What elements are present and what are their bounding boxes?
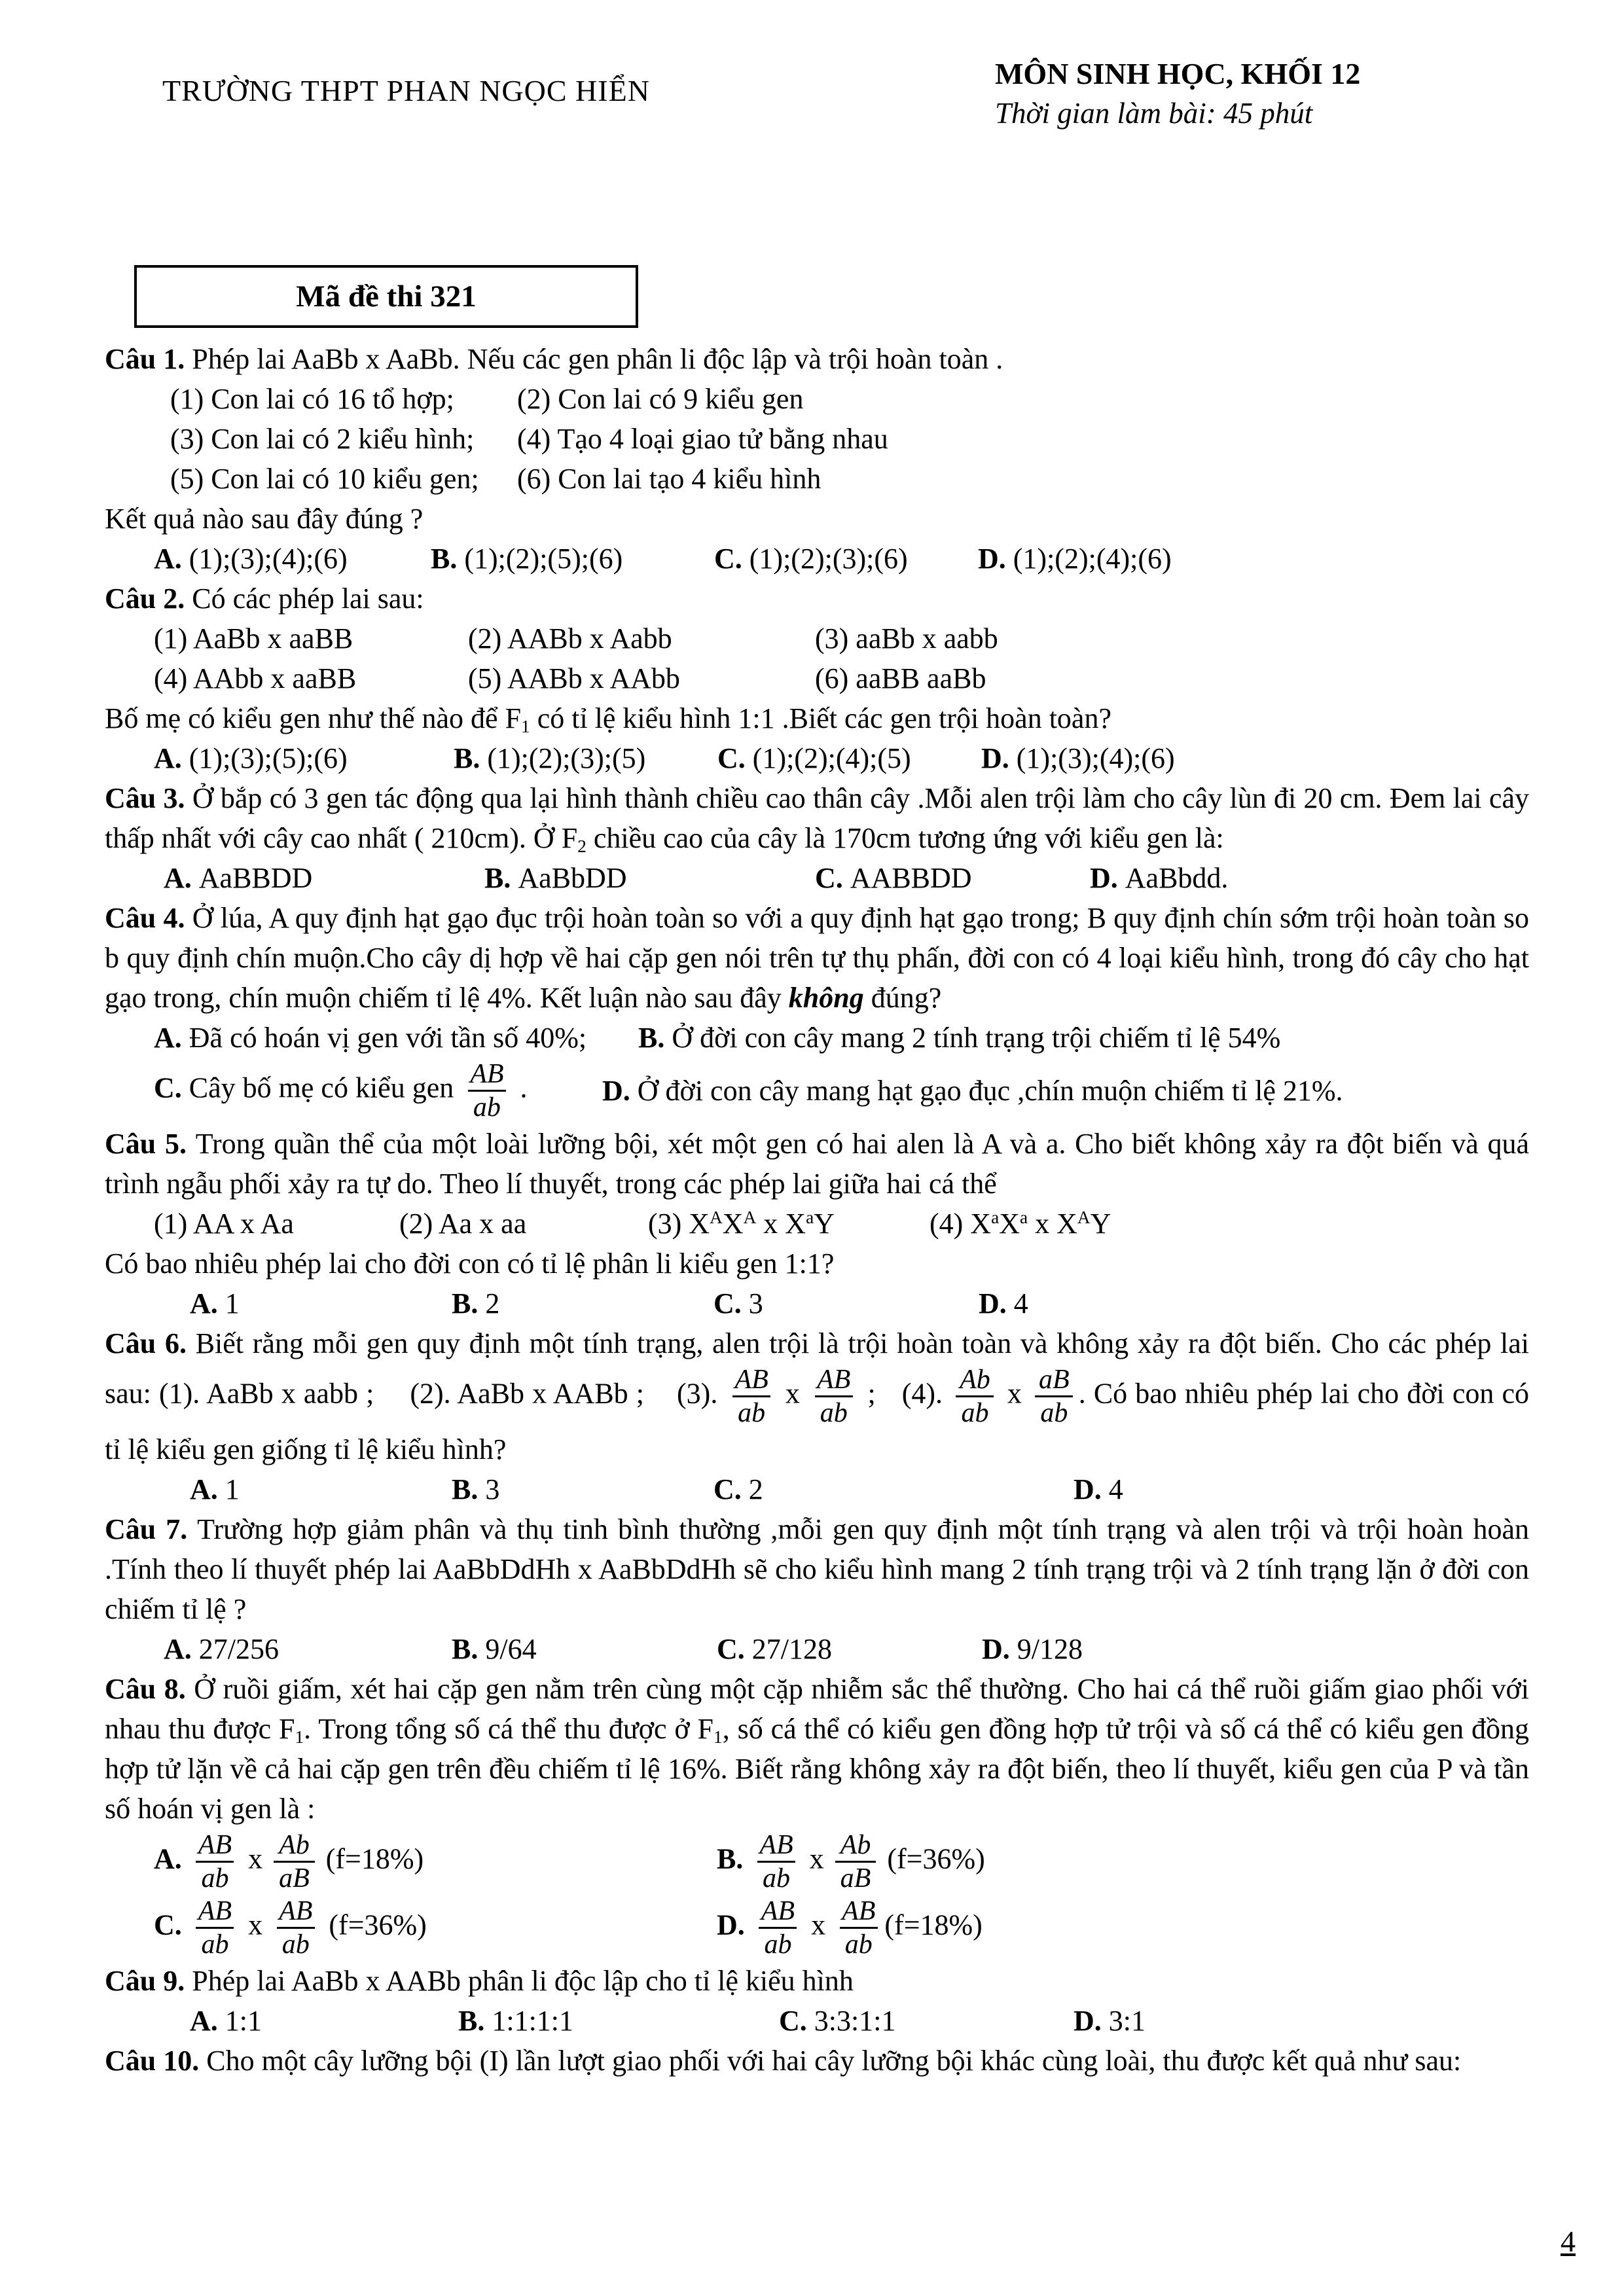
text-run: C.: [717, 1633, 752, 1665]
option-cell: [154, 738, 454, 778]
fraction-numerator: AB: [817, 1365, 851, 1395]
option-cell: [1074, 1469, 1529, 1509]
option-cell: [978, 539, 1529, 579]
text-run: 1: [295, 1727, 304, 1747]
text-run: A.: [190, 1287, 225, 1319]
text-run: D.: [1074, 1473, 1109, 1505]
text-run: . Có bao nhiêu phép lai cho đời con có tỉ lệ kiểu gen giống tỉ lệ kiểu hình?: [105, 1377, 1530, 1465]
question-4-choices-row-1: [105, 1018, 1529, 1058]
text-run: B.: [431, 543, 465, 575]
text-run: Trong quần thể của một loài lưỡng bội, xét một gen có hai alen là A và a. Cho biết không xảy ra đột biến và quá trình ngẫu phối xảy ra tự do. Theo lí thuyết, trong các phép lai giữa hai cá thể: [105, 1128, 1530, 1200]
text-run: Câu 8.: [105, 1673, 194, 1705]
option-cell: [190, 2001, 458, 2041]
option-cell: [1074, 2001, 1529, 2041]
text-run: A: [710, 1208, 723, 1227]
text-run: A.: [190, 1473, 225, 1505]
option-cell: [815, 619, 1529, 658]
option-cell: [713, 1283, 979, 1323]
text-run: 9/64: [485, 1633, 537, 1665]
text-run: C.: [717, 742, 753, 774]
option-cell: [468, 658, 815, 698]
text-run: D.: [1090, 862, 1125, 894]
text-run: Kết quả nào sau đây đúng ?: [105, 503, 424, 535]
option-cell: [154, 1829, 717, 1895]
fraction-numerator: AB: [279, 1896, 313, 1926]
text-run: C.: [154, 1071, 189, 1104]
option-cell: [190, 1469, 452, 1509]
fraction: [756, 1897, 800, 1958]
fraction: [954, 1366, 996, 1427]
text-run: 2: [485, 1287, 500, 1319]
fraction: [274, 1831, 315, 1892]
question-2-items-row-1: [105, 619, 1529, 658]
text-run: 1: [225, 1473, 240, 1505]
text-run: AaBBDD: [198, 862, 313, 894]
option-cell: [648, 1204, 929, 1244]
fraction: [274, 1897, 317, 1958]
text-run: .: [513, 1071, 528, 1104]
option-cell: [170, 459, 517, 499]
fraction-denominator: aB: [835, 1861, 876, 1892]
fraction: [754, 1831, 798, 1892]
option-cell: [399, 1204, 648, 1244]
text-run: 1: [225, 1287, 240, 1319]
question-8-choices-row-1: [105, 1829, 1529, 1895]
text-run: Ở đời con cây mang 2 tính trạng trội chiếm tỉ lệ 54%: [672, 1022, 1281, 1054]
text-run: 3: [748, 1287, 763, 1319]
option-cell: [190, 1283, 452, 1323]
option-cell: [164, 858, 484, 898]
text-run: 2: [748, 1473, 763, 1505]
text-run: (1) AaBb x aaBB: [154, 622, 353, 655]
text-run: (f=36%): [880, 1842, 985, 1875]
fraction-numerator: AB: [198, 1830, 232, 1860]
text-run: AaBbdd.: [1125, 862, 1229, 894]
text-run: Câu 3.: [105, 782, 192, 814]
text-run: B.: [454, 742, 488, 774]
option-cell: [638, 1018, 1529, 1058]
text-run: (3) X: [648, 1208, 710, 1240]
text-run: (1);(3);(4);(6): [189, 543, 348, 575]
option-cell: [154, 539, 431, 579]
text-run: 3:1: [1108, 2005, 1146, 2037]
text-run: Đã có hoán vị gen với tần số 40%;: [189, 1022, 587, 1054]
exam-duration: Thời gian làm bài: 45 phút: [995, 97, 1313, 130]
text-run: A.: [190, 2005, 225, 2037]
text-run: (2) Con lai có 9 kiểu gen: [517, 383, 804, 415]
fraction-denominator: aB: [274, 1861, 315, 1892]
text-run: Ở bắp có 3 gen tác động qua lại hình thành chiều cao thân cây .Mỗi alen trội làm cho cây lùn đi 20 cm. Đem lai cây thấp nhất với cây cao nhất ( 210cm). Ở F: [105, 782, 1529, 854]
text-run: A.: [154, 543, 189, 575]
text-run: . Trong tổng số cá thể thu được ở F: [304, 1713, 714, 1745]
text-run: (1);(3);(5);(6): [189, 742, 348, 774]
fraction-numerator: AB: [198, 1896, 232, 1926]
text-run: B.: [638, 1022, 672, 1054]
text-run: 1: [713, 1727, 723, 1747]
text-run: a: [1019, 1208, 1028, 1227]
exam-body: [105, 339, 1529, 2081]
text-run: Cho một cây lưỡng bội (I) lần lượt giao phối với hai cây lưỡng bội khác cùng loài, thu được kết quả như sau:: [206, 2045, 1462, 2077]
question-5-items-row: [105, 1204, 1529, 1244]
text-run: A: [1077, 1208, 1091, 1227]
question-2-items-row-2: [105, 658, 1529, 698]
fraction: [193, 1897, 237, 1958]
text-run: (1);(2);(5);(6): [464, 543, 623, 575]
text-run: 2: [577, 836, 586, 856]
question-1-items-row-1: [105, 379, 1529, 419]
text-run: 27/256: [198, 1633, 280, 1665]
text-run: Y: [814, 1208, 835, 1240]
fraction-denominator: ab: [757, 1861, 795, 1892]
text-run: Trường hợp giảm phân và thụ tinh bình thường ,mỗi gen quy định một tính trạng và alen trội và trội hoàn hoàn .Tính theo lí thuyết phép lai AaBbDdHh x AaBbDdHh sẽ cho kiểu hình mang 2 tính trạng trội và 2 tính trạng lặn ở đời con chiếm tỉ lệ ?: [105, 1513, 1529, 1625]
fraction-denominator: ab: [196, 1927, 234, 1958]
text-run: Câu 9.: [105, 1965, 192, 1997]
text-run: (5) AABb x AAbb: [468, 662, 680, 694]
text-run: Cây bố mẹ có kiểu gen: [189, 1071, 461, 1104]
text-run: x: [241, 1909, 270, 1941]
option-cell: [170, 419, 517, 459]
fraction-numerator: AB: [470, 1059, 504, 1089]
question-9-stem: [105, 1961, 1529, 2001]
option-cell: [982, 1629, 1529, 1669]
text-run: Phép lai AaBb x AaBb. Nếu các gen phân li độc lập và trội hoàn toàn .: [192, 343, 1003, 375]
text-run: 4: [1108, 1473, 1123, 1505]
option-cell: [154, 1895, 717, 1961]
text-run: x X: [756, 1208, 806, 1240]
text-run: B.: [717, 1842, 751, 1875]
fraction: [1034, 1366, 1075, 1427]
text-run: Y: [1090, 1208, 1111, 1240]
text-run: D.: [717, 1909, 752, 1941]
fraction: [193, 1831, 237, 1892]
text-run: ;: [859, 1377, 876, 1410]
option-cell: [602, 1071, 1529, 1111]
text-run: Câu 2.: [105, 583, 192, 615]
fraction-denominator: ab: [1035, 1395, 1073, 1427]
text-run: (2) AABb x Aabb: [468, 622, 672, 655]
text-run: (1);(3);(4);(6): [1016, 742, 1175, 774]
question-2-stem: [105, 579, 1529, 619]
text-run: D.: [982, 1633, 1017, 1665]
option-cell: [717, 1829, 1529, 1895]
fraction-denominator: ab: [815, 1395, 853, 1427]
question-5-choices: [105, 1283, 1529, 1323]
fraction: [812, 1366, 856, 1427]
fraction-denominator: ab: [468, 1090, 506, 1121]
text-run: Có bao nhiêu phép lai cho đời con có tỉ lệ phân li kiểu gen 1:1?: [105, 1247, 835, 1280]
text-run: A.: [154, 742, 189, 774]
text-run: (3).: [677, 1377, 726, 1410]
fraction-denominator: ab: [840, 1927, 878, 1958]
fraction-denominator: ab: [732, 1395, 770, 1427]
option-cell: [517, 419, 1529, 459]
text-run: Câu 1.: [105, 343, 192, 375]
text-run: Câu 4.: [105, 902, 192, 934]
text-run: Câu 6.: [105, 1327, 196, 1359]
option-cell: [154, 619, 468, 658]
page-number: 4: [1561, 2225, 1576, 2258]
option-cell: [713, 1469, 1074, 1509]
text-run: x: [999, 1377, 1030, 1410]
text-run: A.: [164, 862, 199, 894]
text-run: , số cá thể có kiểu gen đồng hợp tử trội và số cá thể có kiểu gen đồng hợp tử lặn về cả hai cặp gen trên đều chiếm tỉ lệ 16%. Biết rằng không xảy ra đột biến, theo lí thuyết, kiểu gen của P và tần số hoán vị gen là :: [105, 1713, 1529, 1825]
text-run: Ở ruồi giấm, xét hai cặp gen nằm trên cùng một cặp nhiễm sắc thể thường. Cho hai cá thể ruồi giấm giao phối với nhau thu được F: [105, 1673, 1530, 1745]
text-run: (1) Con lai có 16 tổ hợp;: [170, 383, 454, 415]
text-run: (1) AA x Aa: [154, 1208, 294, 1240]
text-run: C.: [713, 1287, 749, 1319]
option-cell: [154, 658, 468, 698]
option-cell: [981, 738, 1529, 778]
text-run: có tỉ lệ kiểu hình 1:1 .Biết các gen trội hoàn toàn?: [530, 702, 1111, 734]
text-run: Biết rằng mỗi gen quy định một tính trạng, alen trội là trội hoàn toàn và không xảy ra đột biến. Cho các phép lai sau: (1). AaBb x aabb ;: [105, 1327, 1530, 1410]
text-run: 3: [485, 1473, 500, 1505]
text-run: x: [802, 1842, 831, 1875]
question-6-choices: [105, 1469, 1529, 1509]
option-cell: [454, 738, 717, 778]
question-2-prompt: [105, 698, 1529, 738]
text-run: AABBDD: [850, 862, 972, 894]
option-cell: [164, 1629, 452, 1669]
text-run: (4).: [901, 1377, 951, 1410]
text-run: (4) Tạo 4 loại giao tử bằng nhau: [517, 423, 888, 455]
text-run: A.: [154, 1842, 189, 1875]
text-run: (4) X: [929, 1208, 992, 1240]
text-run: C.: [154, 1909, 189, 1941]
text-run: x: [241, 1842, 270, 1875]
text-run: B.: [452, 1473, 486, 1505]
text-run: Ở lúa, A quy định hạt gạo đục trội hoàn toàn so với a quy định hạt gạo trong; B quy định chín sớm trội hoàn toàn so b quy định chín muộn.Cho cây dị hợp về hai cặp gen nói trên tự thụ phấn, đời con có 4 loại kiểu hình, trong đó cây cho hạt gạo trong, chín muộn chiếm tỉ lệ 4%. Kết luận nào sau đây: [105, 902, 1530, 1014]
exam-code-box: [134, 265, 638, 328]
text-run: Câu 10.: [105, 2045, 207, 2077]
fraction-numerator: AB: [842, 1896, 876, 1926]
question-7-stem: [105, 1509, 1529, 1629]
text-run: chiều cao của cây là 170cm tương ứng với kiểu gen là:: [586, 822, 1224, 854]
question-10-stem: [105, 2041, 1529, 2081]
text-run: (2). AaBb x AABb ;: [410, 1377, 645, 1410]
text-run: AaBbDD: [518, 862, 627, 894]
text-run: B.: [484, 862, 518, 894]
text-run: (5) Con lai có 10 kiểu gen;: [170, 463, 479, 495]
text-run: C.: [779, 2005, 814, 2037]
option-cell: [779, 2001, 1074, 2041]
text-run: D.: [981, 742, 1017, 774]
question-1-items-row-3: [105, 459, 1529, 499]
question-9-choices: [105, 2001, 1529, 2041]
text-run: 27/128: [751, 1633, 833, 1665]
question-1-choices: [105, 539, 1529, 579]
text-run: A.: [154, 1022, 189, 1054]
option-cell: [431, 539, 714, 579]
text-run: 1:1: [225, 2005, 262, 2037]
fraction: [465, 1060, 509, 1121]
fraction: [729, 1366, 773, 1427]
fraction-numerator: aB: [1039, 1365, 1070, 1395]
question-2-choices: [105, 738, 1529, 778]
question-1-items-row-2: [105, 419, 1529, 459]
option-cell: [154, 1018, 638, 1058]
text-run: X: [722, 1208, 744, 1240]
exam-code-label: Mã đề thi 321: [296, 279, 477, 314]
text-run: (4) AAbb x aaBB: [154, 662, 357, 694]
option-cell: [170, 379, 517, 419]
text-run: x: [777, 1377, 808, 1410]
option-cell: [714, 539, 978, 579]
fraction-numerator: AB: [734, 1365, 768, 1395]
option-cell: [517, 459, 1529, 499]
fraction-denominator: ab: [196, 1861, 234, 1892]
fraction-denominator: ab: [956, 1395, 994, 1427]
question-6-stem: [105, 1323, 1529, 1469]
fraction-numerator: Ab: [960, 1365, 990, 1395]
text-run: đúng?: [863, 982, 942, 1014]
question-7-choices: [105, 1629, 1529, 1669]
text-run: D.: [1074, 2005, 1109, 2037]
option-cell: [452, 1469, 713, 1509]
question-3-choices: [105, 858, 1529, 898]
fraction-denominator: ab: [277, 1927, 315, 1958]
text-run: (1);(2);(3);(6): [749, 543, 908, 575]
text-run: không: [788, 982, 864, 1014]
text-run: Phép lai AaBb x AABb phân li độc lập cho tỉ lệ kiểu hình: [192, 1965, 854, 1997]
question-4-choices-row-2: [105, 1058, 1529, 1124]
text-run: (6) Con lai tạo 4 kiểu hình: [517, 463, 821, 495]
option-cell: [458, 2001, 779, 2041]
text-run: X: [999, 1208, 1020, 1240]
text-run: x: [804, 1909, 833, 1941]
school-name: TRƯỜNG THPT PHAN NGỌC HIỂN: [162, 74, 650, 107]
text-run: A: [743, 1208, 757, 1227]
fraction-denominator: ab: [759, 1927, 797, 1958]
option-cell: [929, 1204, 1529, 1244]
text-run: Bố mẹ có kiểu gen như thế nào để F: [105, 702, 522, 734]
text-run: (f=36%): [321, 1909, 427, 1941]
text-run: 9/128: [1017, 1633, 1083, 1665]
question-3-stem: [105, 778, 1529, 858]
text-run: C.: [815, 862, 850, 894]
text-run: D.: [979, 1287, 1014, 1319]
text-run: 3:3:1:1: [814, 2005, 896, 2037]
subject-title: MÔN SINH HỌC, KHỐI 12: [995, 57, 1361, 90]
option-cell: [1090, 858, 1529, 898]
text-run: (3) Con lai có 2 kiểu hình;: [170, 423, 475, 455]
text-run: a: [806, 1208, 814, 1227]
text-run: Câu 7.: [105, 1513, 198, 1545]
option-cell: [154, 1204, 399, 1244]
text-run: B.: [452, 1633, 486, 1665]
text-run: 1: [521, 716, 530, 736]
question-5-prompt: [105, 1244, 1529, 1283]
question-1-prompt: [105, 499, 1529, 539]
text-run: (1);(2);(3);(5): [487, 742, 646, 774]
fraction-numerator: AB: [759, 1830, 793, 1860]
question-8-stem: [105, 1669, 1529, 1829]
text-run: Câu 5.: [105, 1128, 196, 1160]
fraction-numerator: AB: [761, 1896, 795, 1926]
option-cell: [815, 658, 1529, 698]
text-run: 4: [1013, 1287, 1028, 1319]
text-run: (f=18%): [884, 1909, 983, 1941]
text-run: D.: [602, 1075, 638, 1107]
option-cell: [717, 1895, 1529, 1961]
subject-block: [995, 56, 1360, 130]
text-run: Ở đời con cây mang hạt gạo đục ,chín muộn chiếm tỉ lệ 21%.: [637, 1075, 1343, 1107]
option-cell: [452, 1629, 717, 1669]
option-cell: [717, 1629, 982, 1669]
text-run: a: [991, 1208, 1000, 1227]
fraction-numerator: Ab: [279, 1830, 310, 1860]
question-5-stem: [105, 1124, 1529, 1204]
option-cell: [452, 1283, 713, 1323]
text-run: (6) aaBB aaBb: [815, 662, 986, 694]
fraction-numerator: Ab: [840, 1830, 871, 1860]
option-cell: [154, 1058, 602, 1124]
text-run: C.: [713, 1473, 749, 1505]
fraction: [837, 1897, 880, 1958]
option-cell: [815, 858, 1090, 898]
text-run: A.: [164, 1633, 199, 1665]
option-cell: [979, 1283, 1529, 1323]
text-run: x X: [1028, 1208, 1077, 1240]
text-run: C.: [714, 543, 749, 575]
text-run: (1);(2);(4);(6): [1013, 543, 1172, 575]
question-8-choices-row-2: [105, 1895, 1529, 1961]
question-4-stem: [105, 898, 1529, 1018]
text-run: B.: [452, 1287, 486, 1319]
option-cell: [517, 379, 1529, 419]
question-1-stem: [105, 339, 1529, 379]
option-cell: [717, 738, 981, 778]
option-cell: [468, 619, 815, 658]
text-run: 1:1:1:1: [492, 2005, 574, 2037]
text-run: D.: [978, 543, 1013, 575]
text-run: (f=18%): [318, 1842, 424, 1875]
text-run: (3) aaBb x aabb: [815, 622, 998, 655]
text-run: (1);(2);(4);(5): [752, 742, 911, 774]
text-run: B.: [458, 2005, 492, 2037]
text-run: Có các phép lai sau:: [192, 583, 424, 615]
text-run: (2) Aa x aa: [399, 1208, 527, 1240]
fraction: [835, 1831, 876, 1892]
option-cell: [484, 858, 815, 898]
